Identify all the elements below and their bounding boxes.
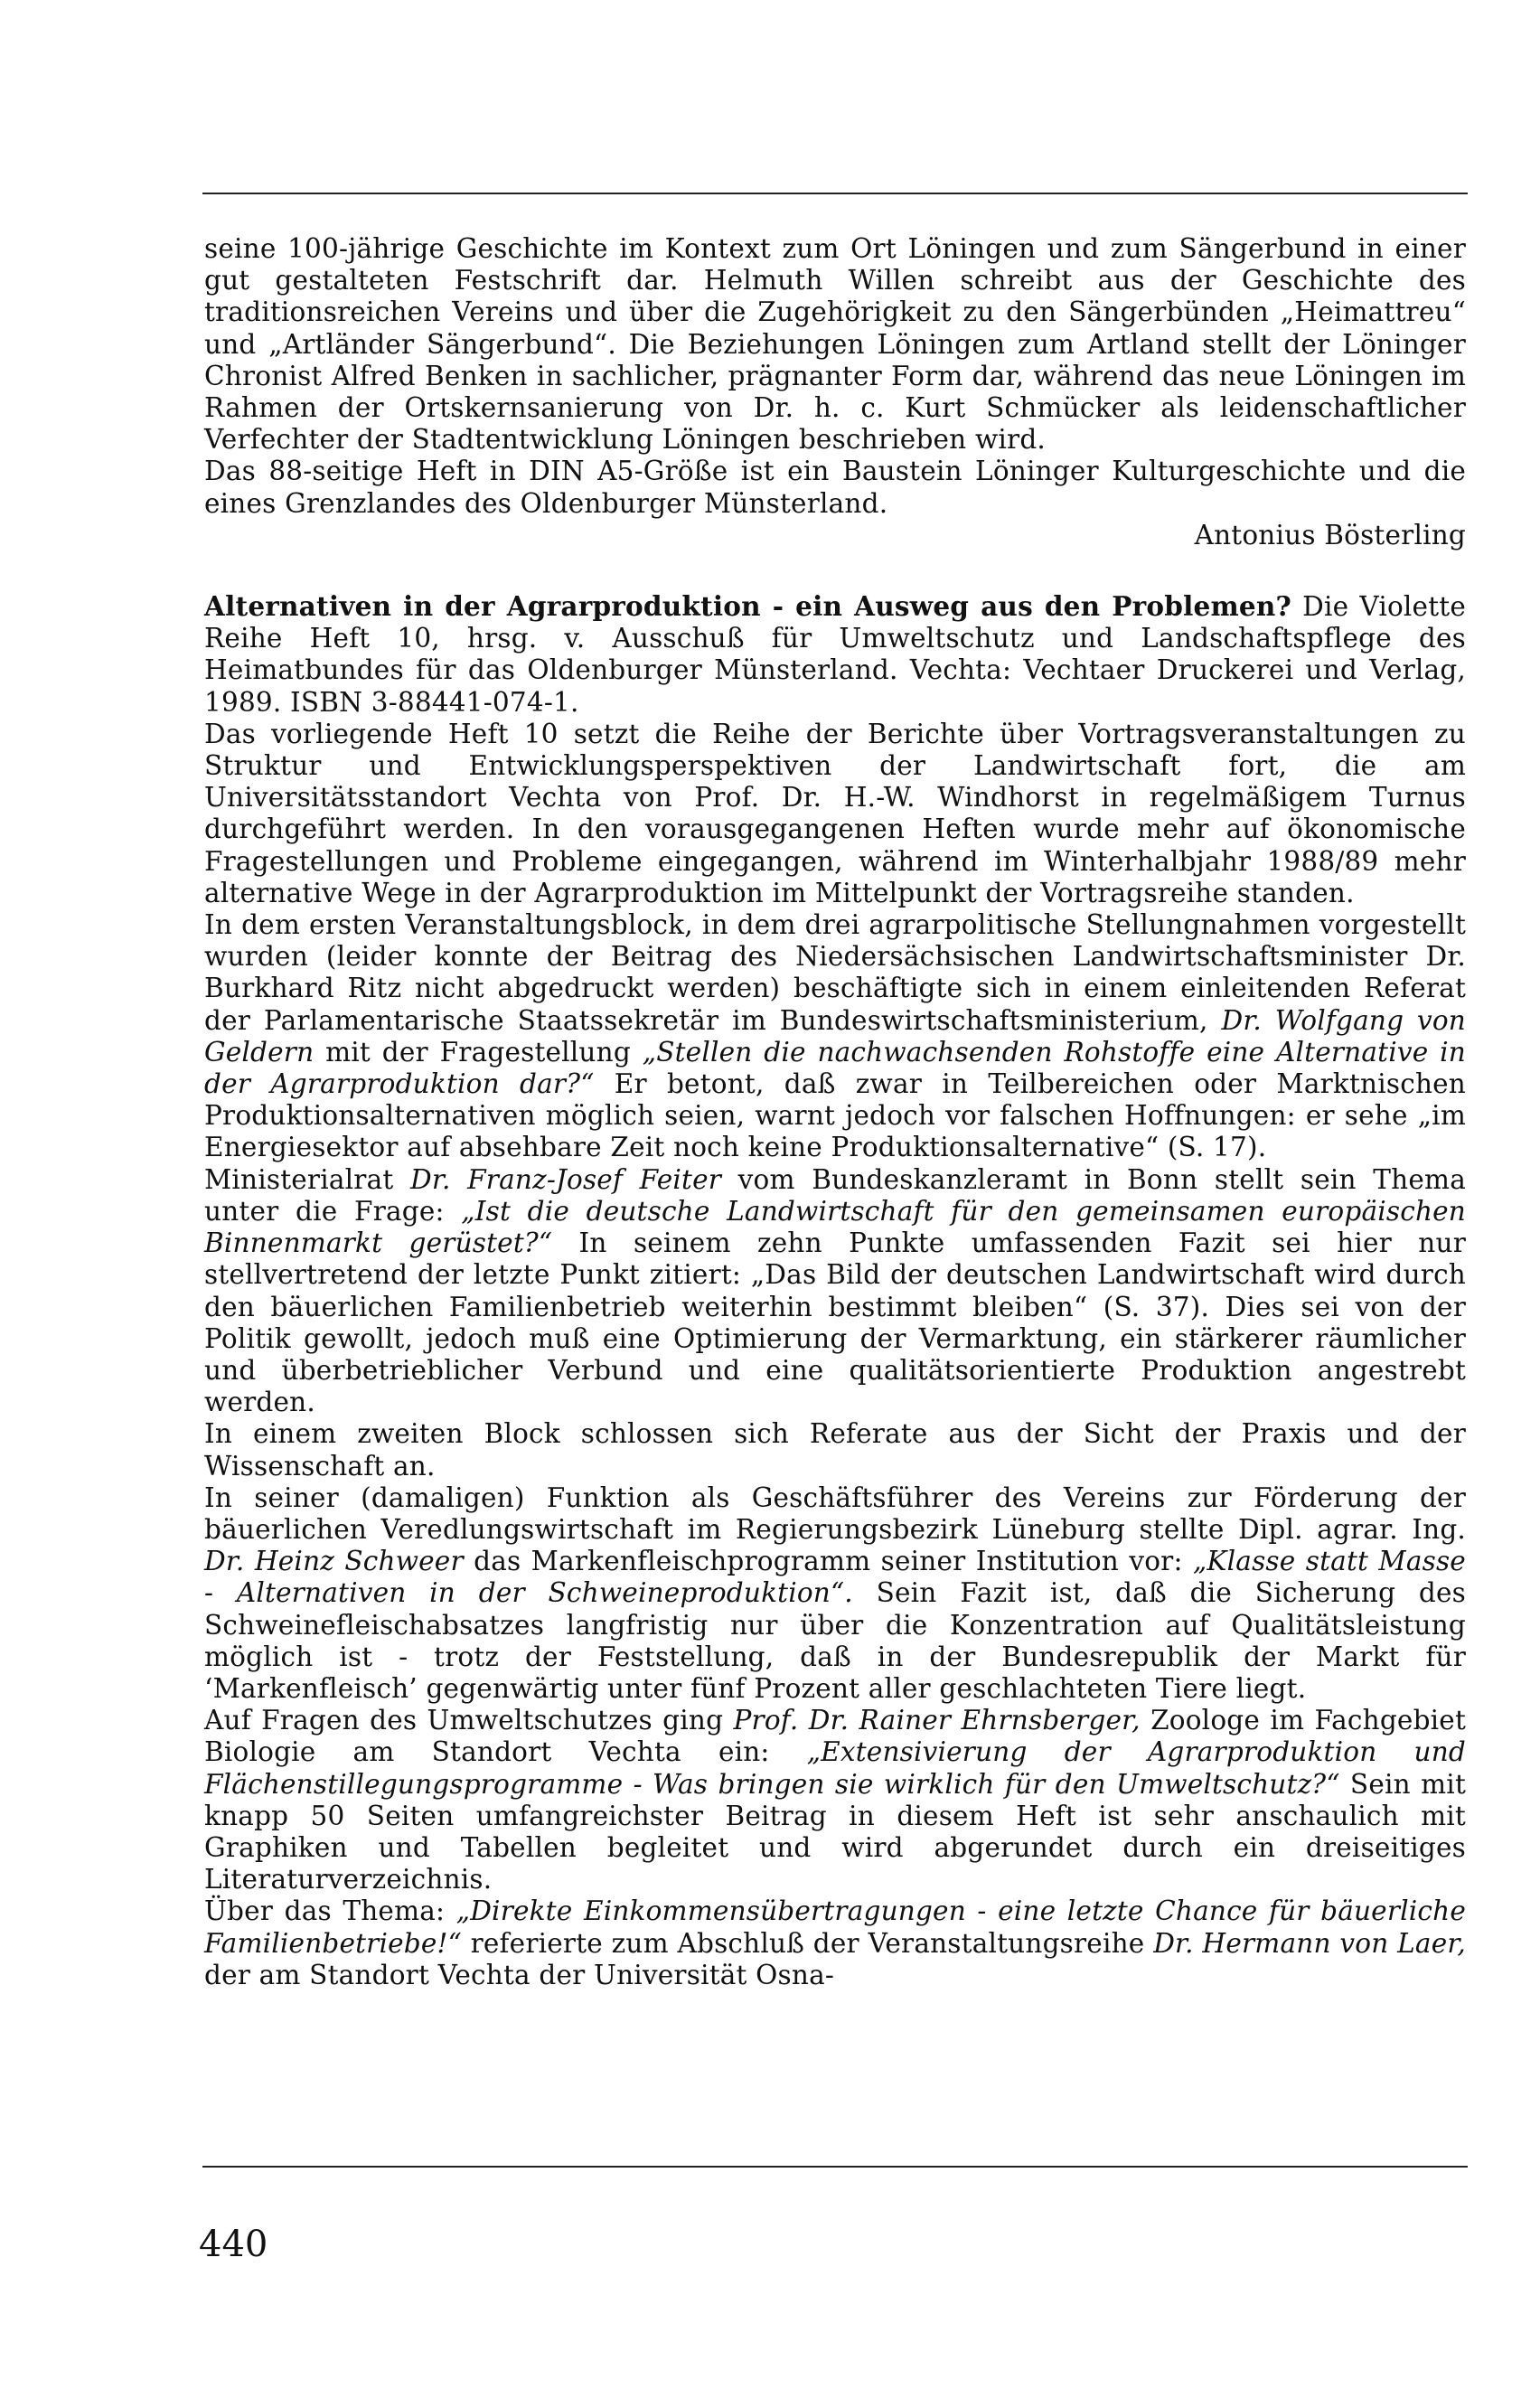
text-run: der am Standort Vechta der Universität Osna-: [204, 1959, 835, 1990]
review-title: Alternativen in der Agrarproduktion - ein Ausweg aus den Problemen?: [204, 590, 1292, 623]
text-run: referierte zum Abschluß der Veranstaltungsreihe: [461, 1927, 1154, 1959]
footer-rule: [202, 2166, 1468, 2168]
italic-text: „Direkte Einkommensübertragungen - eine letzte Chance für bäuerliche Familienbetriebe!“: [204, 1895, 1466, 1959]
italic-text: „Klasse statt Masse - Alternativen in der Schweineproduktion“.: [204, 1546, 1466, 1609]
text-run: Auf Fragen des Umweltschutzes ging: [204, 1705, 734, 1736]
body-paragraph: In einem zweiten Block schlossen sich Referate aus der Sicht der Praxis und der Wissenschaft an.: [204, 1418, 1466, 1481]
italic-text: Dr. Hermann von Laer,: [1153, 1927, 1466, 1959]
italic-text: Prof. Dr. Rainer Ehrnsberger,: [733, 1705, 1141, 1736]
text-run: In seinem zehn Punkte umfassenden Fazit sei hier nur stellvertretend der letzte Punkt zitiert: „Das Bild der deutschen Landwirtschaft wird durch den bäuerlichen Familienbetrieb weiterhin bestimmt bleiben“ (S. 37). Dies sei von der Politik gewollt, jedoch muß eine Optimierung der Vermarktung, ein stärkerer räumlicher und überbetrieblicher Verbund und eine qualitätsorientierte Produktion angestrebt werden.: [204, 1228, 1466, 1418]
body-paragraph: [204, 1482, 1466, 1705]
text-run: Sein mit knapp 50 Seiten umfangreichster Beitrag in diesem Heft ist sehr anschaulich mit Graphiken und Tabellen begleitet und wird abgerundet durch ein dreiseitiges Literaturverzeichnis.: [204, 1768, 1466, 1895]
body-paragraph: [204, 1895, 1466, 1991]
body-paragraph: Das 88-seitige Heft in DIN A5-Größe ist ein Baustein Löninger Kulturgeschichte und die eines Grenzlandes des Oldenburger Münsterland.: [204, 456, 1466, 519]
text-run: Über das Thema:: [204, 1895, 456, 1927]
body-paragraph: [204, 1705, 1466, 1895]
text-run: Zoologe im Fachgebiet Biologie am Standort Vechta ein:: [204, 1705, 1467, 1768]
header-rule: [202, 193, 1468, 194]
text-body: [204, 233, 1466, 1991]
page-number: 440: [199, 2224, 268, 2265]
italic-text: „Extensivierung der Agrarproduktion und Flächenstillegungsprogramme - Was bringen sie wirklich für den Umweltschutz?“: [204, 1736, 1466, 1800]
review-citation: [204, 590, 1466, 719]
body-paragraph: seine 100-jährige Geschichte im Kontext zum Ort Löningen und zum Sängerbund in einer gut gestalteten Festschrift dar. Helmuth Willen schreibt aus der Geschichte des traditionsreichen Vereins und über die Zugehörigkeit zu den Sängerbünden „Heimattreu“ und „Artländer Sängerbund“. Die Beziehungen Löningen zum Artland stellt der Löninger Chronist Alfred Benken in sachlicher, prägnanter Form dar, während das neue Löningen im Rahmen der Ortskernsanierung von Dr. h. c. Kurt Schmücker als leidenschaftlicher Verfechter der Stadtentwicklung Löningen beschrieben wird.: [204, 233, 1466, 456]
text-run: Sein Fazit ist, daß die Sicherung des Schweinefleischabsatzes langfristig nur über die Konzentration auf Qualitätsleistung möglich ist - trotz der Feststellung, daß in der Bundesrepublik der Markt für ‘Markenfleisch’ gegenwärtig unter fünf Prozent aller geschlachteten Tiere liegt.: [204, 1577, 1466, 1704]
text-run: In seiner (damaligen) Funktion als Geschäftsführer des Vereins zur Förderung der bäuerlichen Veredlungswirtschaft im Regierungsbezirk Lüneburg stellte Dipl. agrar. Ing.: [204, 1481, 1466, 1545]
body-paragraph: Das vorliegende Heft 10 setzt die Reihe der Berichte über Vortragsveranstaltungen zu Struktur und Entwicklungsperspektiven der Landwirtschaft fort, die am Universitätsstandort Vechta von Prof. Dr. H.-W. Windhorst in regelmäßigem Turnus durchgeführt werden. In den vorausgegangenen Heften wurde mehr auf ökonomische Fragestellungen und Probleme eingegangen, während im Winterhalbjahr 1988/89 mehr alternative Wege in der Agrarproduktion im Mittelpunkt der Vortragsreihe standen.: [204, 718, 1466, 908]
italic-text: Dr. Franz-Josef Feiter: [410, 1163, 722, 1195]
text-run: Er betont, daß zwar in Teilbereichen oder Marktnischen Produktionsalternativen möglich seien, warnt jedoch vor falschen Hoffnungen: er sehe „im Energiesektor auf absehbare Zeit noch keine Produktionsalternative“ (S. 17).: [204, 1068, 1466, 1163]
text-run: Die Violette Reihe Heft 10, hrsg. v. Ausschuß für Umweltschutz und Landschaftspflege des Heimatbundes für das Oldenburger Münsterland. Vechta: Vechtaer Druckerei und Verlag, 1989. ISBN 3-88441-074-1.: [204, 591, 1466, 718]
body-paragraph: [204, 909, 1466, 1164]
italic-text: „Ist die deutsche Landwirtschaft für den gemeinsamen europäischen Binnenmarkt gerüstet?“: [204, 1195, 1466, 1259]
text-run: In dem ersten Veranstaltungsblock, in dem drei agrarpolitische Stellungnahmen vorgestellt wurden (leider konnte der Beitrag des Niedersächsischen Landwirtschaftsminister Dr. Burkhard Ritz nicht abgedruckt werden) beschäftigte sich in einem einleitenden Referat der Parlamentarische Staatssekretär im Bundeswirtschaftsministerium,: [204, 909, 1466, 1036]
body-paragraph: [204, 1164, 1466, 1419]
italic-text: Dr. Heinz Schweer: [204, 1546, 464, 1577]
review-signature: Antonius Bösterling: [1194, 519, 1466, 550]
text-run: das Markenfleischprogramm seiner Institution vor:: [463, 1546, 1193, 1577]
text-run: vom Bundeskanzleramt in Bonn stellt sein Thema unter die Frage:: [204, 1163, 1466, 1227]
text-run: Ministerialrat: [204, 1163, 411, 1195]
text-run: mit der Fragestellung: [314, 1036, 643, 1068]
italic-text: „Stellen die nachwachsenden Rohstoffe eine Alternative in der Agrarproduktion dar?“: [204, 1036, 1467, 1100]
italic-text: Dr. Wolfgang von Geldern: [204, 1004, 1467, 1068]
